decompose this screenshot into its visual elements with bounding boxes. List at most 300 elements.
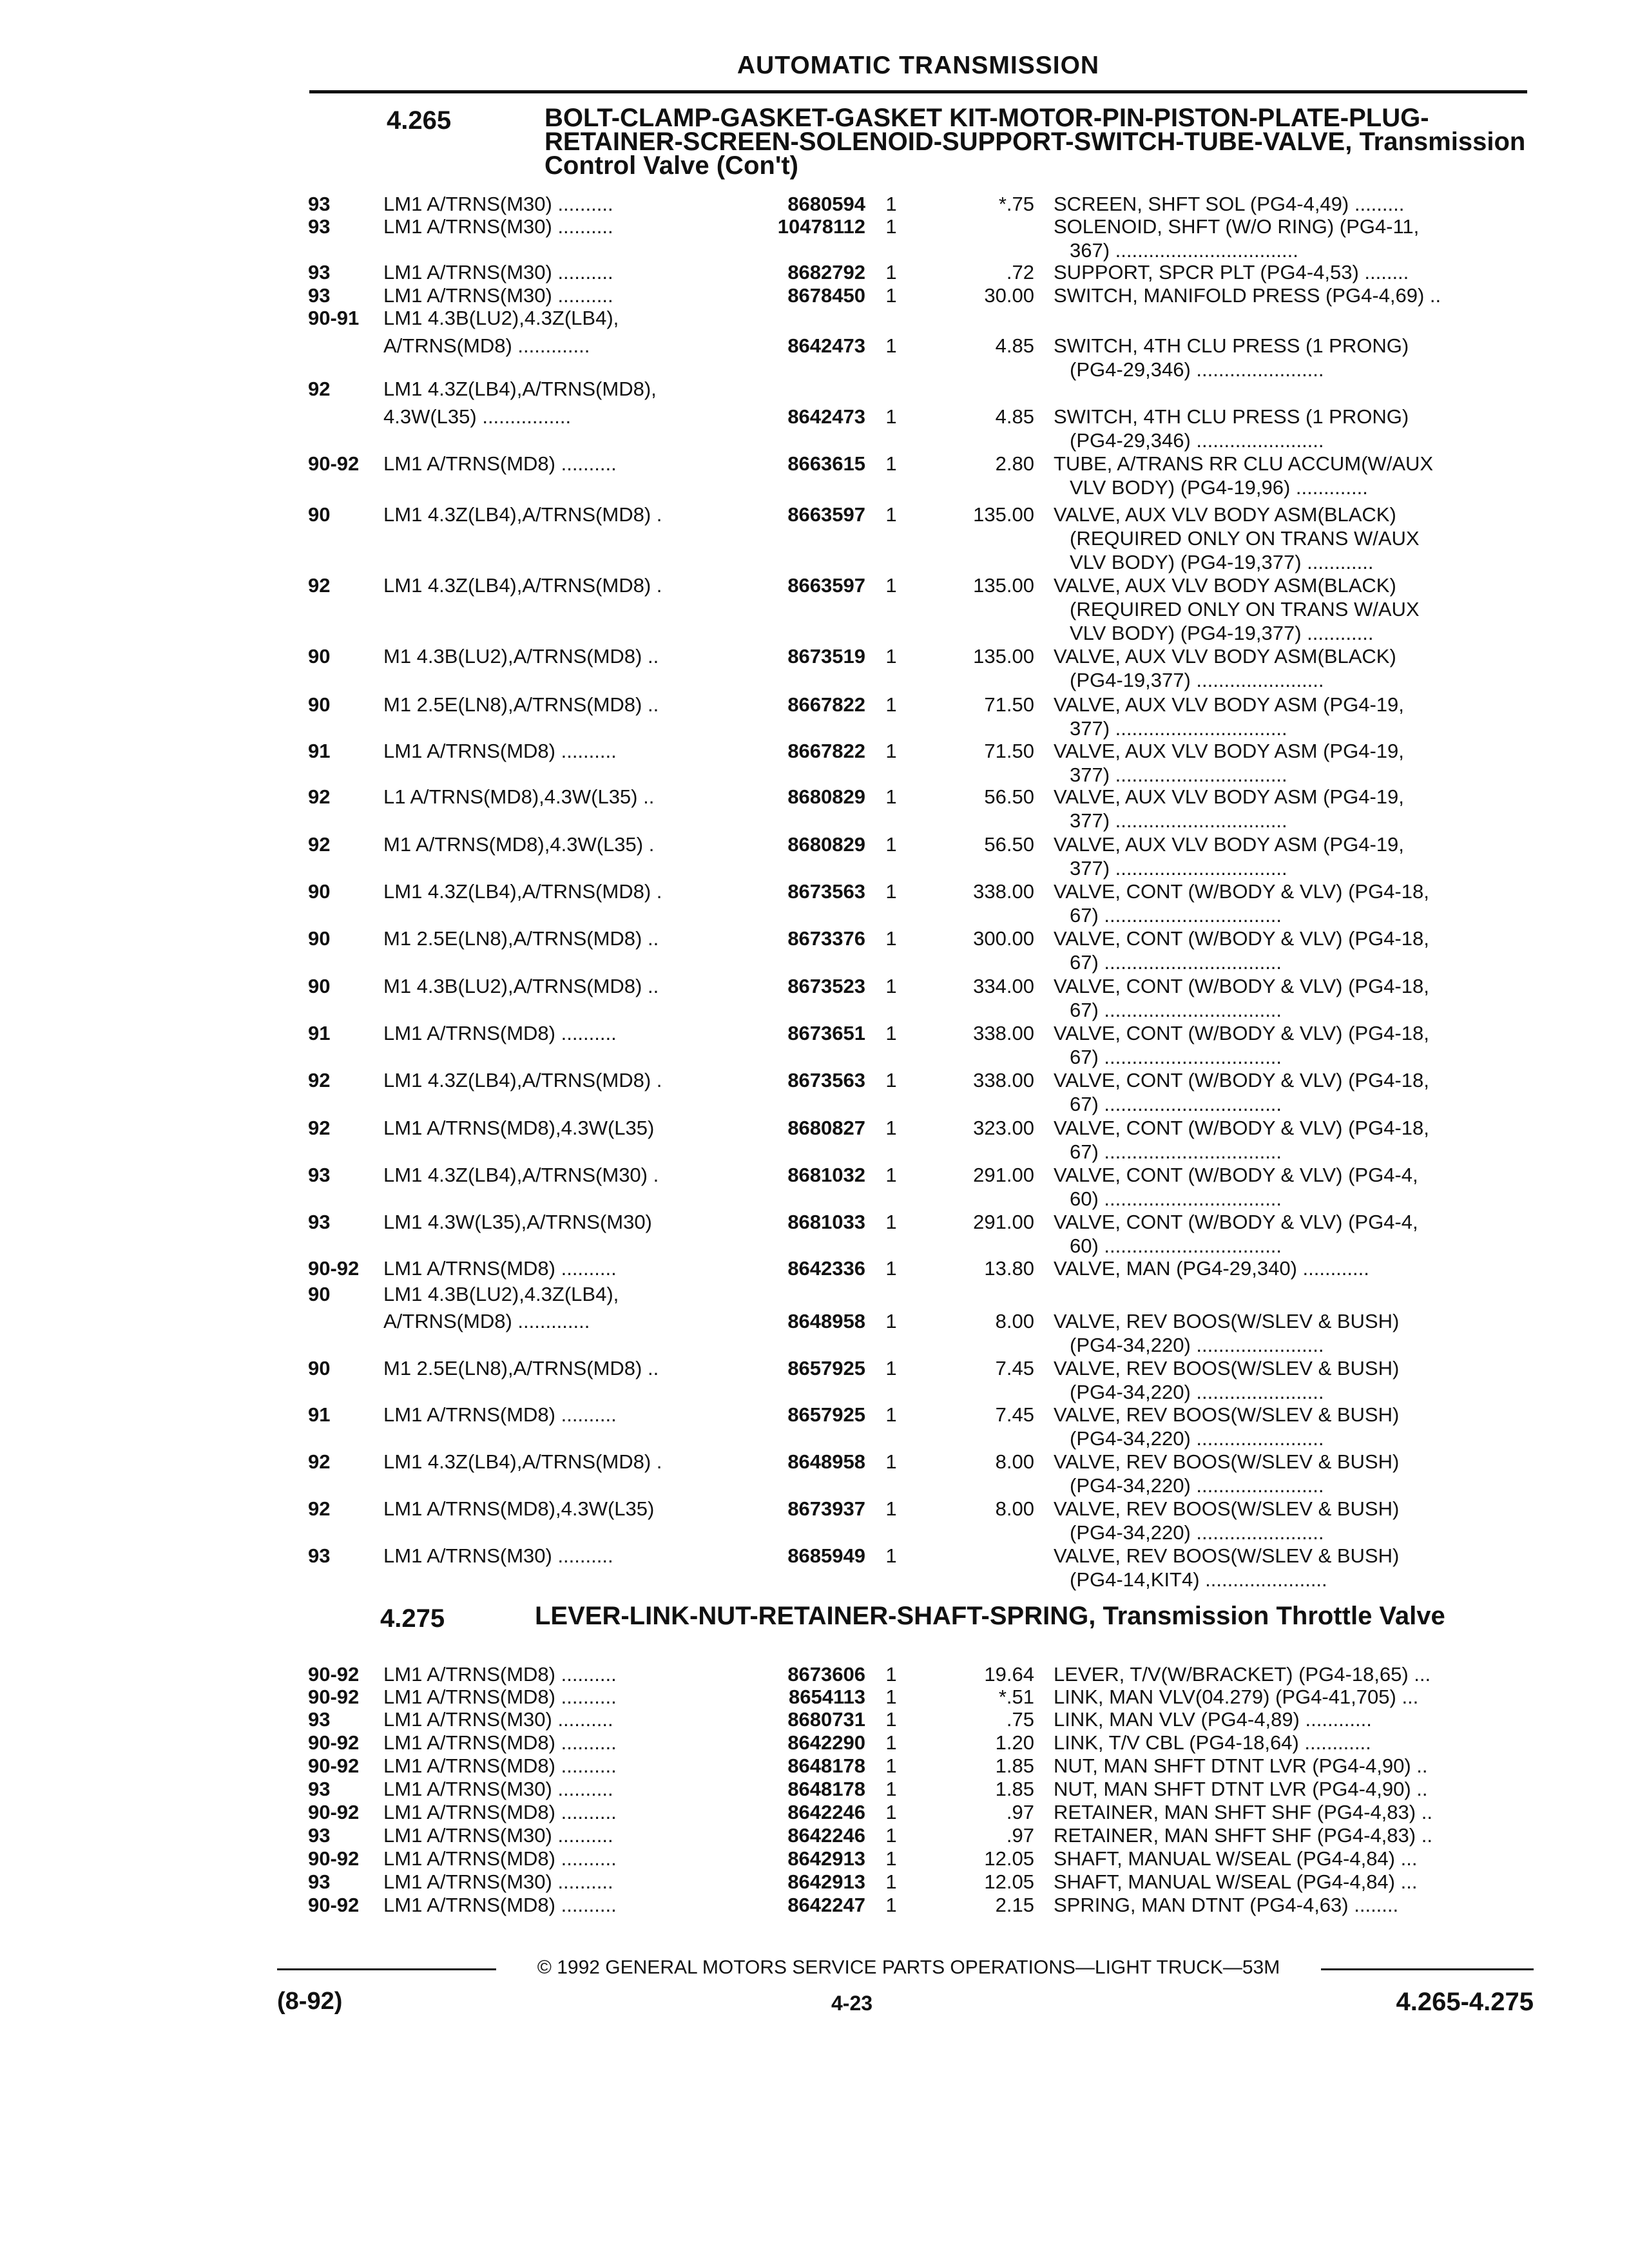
model-application: LM1 A/TRNS(M30) ..........: [383, 1708, 613, 1731]
description-line: VALVE, AUX VLV BODY ASM (PG4-19,: [1054, 785, 1404, 808]
section-title: BOLT-CLAMP-GASKET-GASKET KIT-MOTOR-PIN-PISTON-PLATE-PLUG-RETAINER-SCREEN-SOLENOID-SUPPORT-SWITCH-TUBE-VALVE, Transmission Control Valve (Con't): [545, 104, 1526, 180]
description-continuation: (PG4-14,KIT4) ......................: [1070, 1568, 1327, 1591]
model-year: 90-92: [308, 1686, 360, 1708]
list-price: .75: [1006, 1708, 1034, 1731]
copyright-line: [277, 1956, 1534, 1981]
quantity: 1: [885, 1117, 897, 1139]
description-continuation: (REQUIRED ONLY ON TRANS W/AUX: [1070, 598, 1420, 620]
description-line: SWITCH, 4TH CLU PRESS (1 PRONG): [1054, 334, 1409, 357]
part-description: [1054, 334, 1543, 381]
part-number: 8648178: [787, 1754, 865, 1777]
part-number: 8673519: [787, 645, 865, 668]
part-number: 8673563: [787, 1069, 865, 1091]
model-application: LM1 4.3B(LU2),4.3Z(LB4),: [383, 307, 619, 329]
description-line: VALVE, REV BOOS(W/SLEV & BUSH): [1054, 1497, 1400, 1520]
model-application: LM1 A/TRNS(M30) ..........: [383, 284, 613, 307]
description-line: LINK, MAN VLV(04.279) (PG4-41,705) ...: [1054, 1686, 1419, 1708]
list-price: 338.00: [973, 1022, 1034, 1044]
description-continuation: 60) ................................: [1070, 1235, 1282, 1257]
description-line: VALVE, AUX VLV BODY ASM(BLACK): [1054, 503, 1396, 526]
model-application: LM1 A/TRNS(MD8) ..........: [383, 1894, 617, 1916]
model-year: 90: [308, 927, 331, 950]
quantity: 1: [885, 833, 897, 856]
quantity: 1: [885, 1497, 897, 1520]
description-continuation: 67) ................................: [1070, 904, 1282, 927]
list-price: 135.00: [973, 574, 1034, 597]
quantity: 1: [885, 405, 897, 428]
part-number: 8648958: [787, 1450, 865, 1473]
part-number: 8663615: [787, 452, 865, 475]
description-continuation: (PG4-34,220) .......................: [1070, 1521, 1324, 1544]
quantity: 1: [885, 740, 897, 762]
model-year: 90: [308, 1357, 331, 1379]
quantity: 1: [885, 1022, 897, 1044]
list-price: 56.50: [984, 785, 1034, 808]
description-line: VALVE, CONT (W/BODY & VLV) (PG4-18,: [1054, 880, 1429, 903]
part-description: [1054, 260, 1543, 284]
model-year: 90-92: [308, 1257, 360, 1280]
model-year: 93: [308, 193, 331, 215]
quantity: 1: [885, 1450, 897, 1473]
quantity: 1: [885, 1357, 897, 1379]
part-description: [1054, 1847, 1543, 1870]
part-number: 8685949: [787, 1544, 865, 1567]
model-application: LM1 A/TRNS(MD8) ..........: [383, 1403, 617, 1426]
part-description: [1054, 452, 1543, 499]
model-year: 92: [308, 1117, 331, 1139]
part-description: [1054, 1685, 1543, 1709]
model-year: 93: [308, 284, 331, 307]
part-description: [1054, 1021, 1543, 1069]
model-application: LM1 A/TRNS(M30) ..........: [383, 1544, 613, 1567]
description-continuation: 377) ...............................: [1070, 764, 1287, 786]
part-description: [1054, 927, 1543, 974]
list-price: 291.00: [973, 1164, 1034, 1186]
model-application: LM1 A/TRNS(MD8) ..........: [383, 1847, 617, 1870]
model-application: LM1 A/TRNS(M30) ..........: [383, 193, 613, 215]
part-number: 8642913: [787, 1870, 865, 1893]
model-application: L1 A/TRNS(MD8),4.3W(L35) ..: [383, 785, 655, 808]
model-year: 92: [308, 1497, 331, 1520]
model-year: 93: [308, 261, 331, 284]
list-price: 338.00: [973, 880, 1034, 903]
part-description: [1054, 1870, 1543, 1894]
list-price: 1.85: [995, 1754, 1034, 1777]
description-continuation: 67) ................................: [1070, 1093, 1282, 1115]
quantity: 1: [885, 1663, 897, 1686]
quantity: 1: [885, 1164, 897, 1186]
part-number: 8680829: [787, 833, 865, 856]
page-title: AUTOMATIC TRANSMISSION: [737, 52, 1100, 79]
description-line: VALVE, CONT (W/BODY & VLV) (PG4-18,: [1054, 927, 1429, 950]
description-line: LEVER, T/V(W/BRACKET) (PG4-18,65) ...: [1054, 1663, 1431, 1686]
list-price: *.75: [998, 193, 1034, 215]
description-continuation: 67) ................................: [1070, 1140, 1282, 1163]
model-application: LM1 4.3W(L35),A/TRNS(M30): [383, 1211, 652, 1233]
model-application: A/TRNS(MD8) .............: [383, 334, 590, 357]
model-year: 90: [308, 503, 331, 526]
list-price: 30.00: [984, 284, 1034, 307]
part-description: [1054, 1309, 1543, 1357]
quantity: 1: [885, 1069, 897, 1091]
part-number: 8673376: [787, 927, 865, 950]
description-line: SHAFT, MANUAL W/SEAL (PG4-4,84) ...: [1054, 1870, 1418, 1893]
model-year: 93: [308, 1544, 331, 1567]
part-number: 8663597: [787, 503, 865, 526]
description-continuation: (PG4-29,346) .......................: [1070, 429, 1324, 452]
model-application: LM1 4.3Z(LB4),A/TRNS(MD8) .: [383, 503, 662, 526]
description-continuation: 67) ................................: [1070, 999, 1282, 1021]
quantity: 1: [885, 1403, 897, 1426]
description-line: SUPPORT, SPCR PLT (PG4-4,53) ........: [1054, 261, 1409, 284]
quantity: 1: [885, 284, 897, 307]
quantity: 1: [885, 1310, 897, 1332]
part-number: 8667822: [787, 740, 865, 762]
model-application: M1 2.5E(LN8),A/TRNS(MD8) ..: [383, 693, 659, 716]
part-description: [1054, 405, 1543, 452]
part-number: 8642246: [787, 1801, 865, 1823]
list-price: 135.00: [973, 645, 1034, 668]
quantity: 1: [885, 1801, 897, 1823]
model-year: 90-92: [308, 1894, 360, 1916]
model-year: 91: [308, 1403, 331, 1426]
quantity: 1: [885, 1847, 897, 1870]
part-number: 8673523: [787, 975, 865, 997]
part-description: [1054, 1731, 1543, 1754]
part-number: 8642913: [787, 1847, 865, 1870]
page-footer: [277, 1956, 1534, 2033]
list-price: 135.00: [973, 503, 1034, 526]
footer-rule-right: [1321, 1968, 1534, 1970]
part-number: 8642247: [787, 1894, 865, 1916]
part-description: [1054, 284, 1543, 307]
list-price: 4.85: [995, 334, 1034, 357]
part-number: 8678450: [787, 284, 865, 307]
part-number: 8648178: [787, 1778, 865, 1800]
list-price: 323.00: [973, 1117, 1034, 1139]
description-line: VALVE, REV BOOS(W/SLEV & BUSH): [1054, 1544, 1400, 1567]
list-price: 8.00: [995, 1310, 1034, 1332]
part-number: 8681032: [787, 1164, 865, 1186]
quantity: 1: [885, 193, 897, 215]
part-number: 8657925: [787, 1357, 865, 1379]
list-price: 7.45: [995, 1403, 1034, 1426]
part-description: [1054, 1544, 1543, 1591]
part-description: [1054, 1707, 1543, 1731]
description-continuation: (PG4-19,377) .......................: [1070, 669, 1324, 691]
part-number: 8642290: [787, 1731, 865, 1754]
model-year: 93: [308, 1824, 331, 1847]
description-line: VALVE, AUX VLV BODY ASM(BLACK): [1054, 574, 1396, 597]
part-number: 10478112: [777, 215, 865, 238]
description-continuation: 377) ...............................: [1070, 857, 1287, 879]
quantity: 1: [885, 1544, 897, 1567]
list-price: .97: [1006, 1824, 1034, 1847]
quantity: 1: [885, 1731, 897, 1754]
model-year: 93: [308, 1708, 331, 1731]
quantity: 1: [885, 452, 897, 475]
list-price: 71.50: [984, 740, 1034, 762]
description-line: SCREEN, SHFT SOL (PG4-4,49) .........: [1054, 193, 1405, 215]
model-year: 90-92: [308, 1847, 360, 1870]
part-number: 8654113: [789, 1686, 865, 1708]
model-application: LM1 A/TRNS(MD8) ..........: [383, 1022, 617, 1044]
part-number: 8667822: [787, 693, 865, 716]
part-number: 8673937: [787, 1497, 865, 1520]
part-number: 8642473: [787, 334, 865, 357]
quantity: 1: [885, 645, 897, 668]
model-year: 90-92: [308, 1754, 360, 1777]
model-application: LM1 4.3Z(LB4),A/TRNS(MD8) .: [383, 574, 662, 597]
model-year: 90: [308, 975, 331, 997]
description-line: LINK, T/V CBL (PG4-18,64) ............: [1054, 1731, 1371, 1754]
description-line: VALVE, MAN (PG4-29,340) ............: [1054, 1257, 1369, 1280]
description-line: VALVE, CONT (W/BODY & VLV) (PG4-18,: [1054, 1069, 1429, 1091]
list-price: 56.50: [984, 833, 1034, 856]
model-application: LM1 4.3Z(LB4),A/TRNS(MD8) .: [383, 1450, 662, 1473]
part-number: 8663597: [787, 574, 865, 597]
part-description: [1054, 1754, 1543, 1778]
model-application: LM1 A/TRNS(MD8),4.3W(L35): [383, 1497, 655, 1520]
part-number: 8680594: [787, 193, 865, 215]
section-title: LEVER-LINK-NUT-RETAINER-SHAFT-SPRING, Transmission Throttle Valve: [535, 1602, 1445, 1630]
part-number: 8673563: [787, 880, 865, 903]
part-number: 8673651: [787, 1022, 865, 1044]
part-description: [1054, 573, 1543, 645]
model-application: LM1 A/TRNS(MD8) ..........: [383, 1801, 617, 1823]
description-continuation: (PG4-34,220) .......................: [1070, 1334, 1324, 1356]
description-continuation: 67) ................................: [1070, 951, 1282, 974]
model-application: LM1 A/TRNS(M30) ..........: [383, 1870, 613, 1893]
section-number: 4.265: [387, 106, 452, 135]
model-application: LM1 A/TRNS(MD8) ..........: [383, 1257, 617, 1280]
part-number: 8681033: [787, 1211, 865, 1233]
quantity: 1: [885, 334, 897, 357]
part-description: [1054, 1403, 1543, 1450]
quantity: 1: [885, 574, 897, 597]
list-price: 334.00: [973, 975, 1034, 997]
description-continuation: (PG4-29,346) .......................: [1070, 358, 1324, 381]
description-line: VALVE, AUX VLV BODY ASM(BLACK): [1054, 645, 1396, 668]
model-application: LM1 A/TRNS(MD8) ..........: [383, 1686, 617, 1708]
quantity: 1: [885, 1708, 897, 1731]
list-price: 12.05: [984, 1847, 1034, 1870]
description-line: RETAINER, MAN SHFT SHF (PG4-4,83) ..: [1054, 1824, 1432, 1847]
description-line: VALVE, CONT (W/BODY & VLV) (PG4-18,: [1054, 1022, 1429, 1044]
description-continuation: (PG4-34,220) .......................: [1070, 1474, 1324, 1497]
part-description: [1054, 644, 1543, 692]
quantity: 1: [885, 1211, 897, 1233]
part-description: [1054, 785, 1543, 832]
part-description: [1054, 1256, 1543, 1280]
model-application: M1 2.5E(LN8),A/TRNS(MD8) ..: [383, 1357, 659, 1379]
model-application: LM1 4.3Z(LB4),A/TRNS(MD8),: [383, 378, 657, 400]
part-description: [1054, 1800, 1543, 1824]
model-application: LM1 4.3Z(LB4),A/TRNS(M30) .: [383, 1164, 659, 1186]
header-rule: [309, 90, 1527, 93]
description-line: VALVE, AUX VLV BODY ASM (PG4-19,: [1054, 740, 1404, 762]
section-number: 4.275: [380, 1604, 445, 1633]
part-description: [1054, 1777, 1543, 1801]
quantity: 1: [885, 1754, 897, 1777]
description-line: SOLENOID, SHFT (W/O RING) (PG4-11,: [1054, 215, 1420, 238]
list-price: 19.64: [984, 1663, 1034, 1686]
quantity: 1: [885, 215, 897, 238]
model-year: 93: [308, 1778, 331, 1800]
model-application: LM1 4.3Z(LB4),A/TRNS(MD8) .: [383, 880, 662, 903]
model-year: 90: [308, 693, 331, 716]
part-description: [1054, 879, 1543, 927]
model-year: 92: [308, 785, 331, 808]
description-line: VALVE, REV BOOS(W/SLEV & BUSH): [1054, 1450, 1400, 1473]
model-year: 92: [308, 1069, 331, 1091]
part-description: [1054, 1210, 1543, 1258]
list-price: 2.80: [995, 452, 1034, 475]
model-application: M1 4.3B(LU2),A/TRNS(MD8) ..: [383, 645, 659, 668]
part-number: 8657925: [787, 1403, 865, 1426]
model-application: A/TRNS(MD8) .............: [383, 1310, 590, 1332]
description-continuation: 60) ................................: [1070, 1187, 1282, 1210]
model-year: 90-92: [308, 1731, 360, 1754]
description-continuation: 367) .................................: [1070, 239, 1298, 262]
description-line: SWITCH, MANIFOLD PRESS (PG4-4,69) ..: [1054, 284, 1441, 307]
model-year: 93: [308, 1211, 331, 1233]
quantity: 1: [885, 1894, 897, 1916]
model-year: 92: [308, 1450, 331, 1473]
part-description: [1054, 832, 1543, 880]
description-continuation: 377) ...............................: [1070, 717, 1287, 740]
description-line: TUBE, A/TRANS RR CLU ACCUM(W/AUX: [1054, 452, 1434, 475]
copyright-text: © 1992 GENERAL MOTORS SERVICE PARTS OPERATIONS—LIGHT TRUCK—53M: [537, 1957, 1280, 1978]
list-price: 8.00: [995, 1497, 1034, 1520]
quantity: 1: [885, 880, 897, 903]
list-price: 13.80: [984, 1257, 1034, 1280]
part-description: [1054, 1893, 1543, 1917]
revision-date: (8-92): [277, 1988, 343, 2015]
model-year: 92: [308, 833, 331, 856]
list-price: 8.00: [995, 1450, 1034, 1473]
page-number: 4-23: [831, 1992, 873, 2015]
description-line: VALVE, CONT (W/BODY & VLV) (PG4-18,: [1054, 1117, 1429, 1139]
description-continuation: 67) ................................: [1070, 1046, 1282, 1068]
part-description: [1054, 192, 1543, 216]
footer-rule-left: [277, 1968, 496, 1970]
list-price: *.51: [998, 1686, 1034, 1708]
list-price: 7.45: [995, 1357, 1034, 1379]
description-continuation: (PG4-34,220) .......................: [1070, 1427, 1324, 1450]
page-header: [309, 32, 1527, 94]
model-year: 92: [308, 574, 331, 597]
description-line: VALVE, REV BOOS(W/SLEV & BUSH): [1054, 1310, 1400, 1332]
list-price: 2.15: [995, 1894, 1034, 1916]
description-line: NUT, MAN SHFT DTNT LVR (PG4-4,90) ..: [1054, 1754, 1428, 1777]
list-price: .97: [1006, 1801, 1034, 1823]
quantity: 1: [885, 1778, 897, 1800]
model-year: 91: [308, 740, 331, 762]
model-application: LM1 A/TRNS(M30) ..........: [383, 1824, 613, 1847]
quantity: 1: [885, 927, 897, 950]
part-description: [1054, 1356, 1543, 1404]
part-number: 8648958: [787, 1310, 865, 1332]
model-application: LM1 A/TRNS(MD8) ..........: [383, 1663, 617, 1686]
list-price: 291.00: [973, 1211, 1034, 1233]
part-number: 8642473: [787, 405, 865, 428]
model-application: LM1 A/TRNS(MD8) ..........: [383, 740, 617, 762]
part-number: 8642336: [787, 1257, 865, 1280]
description-continuation: 377) ...............................: [1070, 809, 1287, 832]
quantity: 1: [885, 261, 897, 284]
quantity: 1: [885, 693, 897, 716]
description-line: VALVE, AUX VLV BODY ASM (PG4-19,: [1054, 833, 1404, 856]
model-application: LM1 4.3Z(LB4),A/TRNS(MD8) .: [383, 1069, 662, 1091]
list-price: .72: [1006, 261, 1034, 284]
part-description: [1054, 1116, 1543, 1164]
model-year: 91: [308, 1022, 331, 1044]
model-application: LM1 A/TRNS(M30) ..........: [383, 1778, 613, 1800]
list-price: 338.00: [973, 1069, 1034, 1091]
model-application: LM1 A/TRNS(MD8),4.3W(L35): [383, 1117, 655, 1139]
part-description: [1054, 693, 1543, 740]
part-number: 8680731: [787, 1708, 865, 1731]
model-application: LM1 A/TRNS(M30) ..........: [383, 261, 613, 284]
description-line: VALVE, REV BOOS(W/SLEV & BUSH): [1054, 1357, 1400, 1379]
description-continuation: VLV BODY) (PG4-19,377) ............: [1070, 551, 1374, 573]
description-line: LINK, MAN VLV (PG4-4,89) ............: [1054, 1708, 1372, 1731]
part-description: [1054, 739, 1543, 787]
model-application: M1 A/TRNS(MD8),4.3W(L35) .: [383, 833, 655, 856]
quantity: 1: [885, 1257, 897, 1280]
list-price: 300.00: [973, 927, 1034, 950]
part-description: [1054, 1662, 1543, 1686]
part-number: 8673606: [787, 1663, 865, 1686]
list-price: 12.05: [984, 1870, 1034, 1893]
model-application: 4.3W(L35) ................: [383, 405, 572, 428]
model-year: 90: [308, 880, 331, 903]
model-year: 92: [308, 378, 331, 400]
description-line: VALVE, CONT (W/BODY & VLV) (PG4-4,: [1054, 1164, 1418, 1186]
part-description: [1054, 1068, 1543, 1116]
model-year: 93: [308, 1870, 331, 1893]
part-description: [1054, 215, 1543, 262]
model-year: 93: [308, 215, 331, 238]
description-line: VALVE, REV BOOS(W/SLEV & BUSH): [1054, 1403, 1400, 1426]
description-continuation: (PG4-34,220) .......................: [1070, 1381, 1324, 1403]
quantity: 1: [885, 1824, 897, 1847]
quantity: 1: [885, 1686, 897, 1708]
quantity: 1: [885, 1870, 897, 1893]
part-description: [1054, 1163, 1543, 1211]
model-year: 93: [308, 1164, 331, 1186]
description-continuation: (REQUIRED ONLY ON TRANS W/AUX: [1070, 527, 1420, 550]
model-application: LM1 4.3B(LU2),4.3Z(LB4),: [383, 1283, 619, 1305]
model-application: M1 2.5E(LN8),A/TRNS(MD8) ..: [383, 927, 659, 950]
quantity: 1: [885, 785, 897, 808]
description-continuation: VLV BODY) (PG4-19,96) .............: [1070, 476, 1368, 499]
model-year: 90-92: [308, 1801, 360, 1823]
model-year: 90-92: [308, 1663, 360, 1686]
model-year: 90: [308, 1283, 331, 1305]
part-number: 8682792: [787, 261, 865, 284]
list-price: 1.20: [995, 1731, 1034, 1754]
list-price: 4.85: [995, 405, 1034, 428]
description-continuation: VLV BODY) (PG4-19,377) ............: [1070, 622, 1374, 644]
model-year: 90-91: [308, 307, 360, 329]
description-line: VALVE, CONT (W/BODY & VLV) (PG4-18,: [1054, 975, 1429, 997]
description-line: SHAFT, MANUAL W/SEAL (PG4-4,84) ...: [1054, 1847, 1418, 1870]
model-application: LM1 A/TRNS(MD8) ..........: [383, 452, 617, 475]
part-number: 8680829: [787, 785, 865, 808]
part-description: [1054, 974, 1543, 1022]
